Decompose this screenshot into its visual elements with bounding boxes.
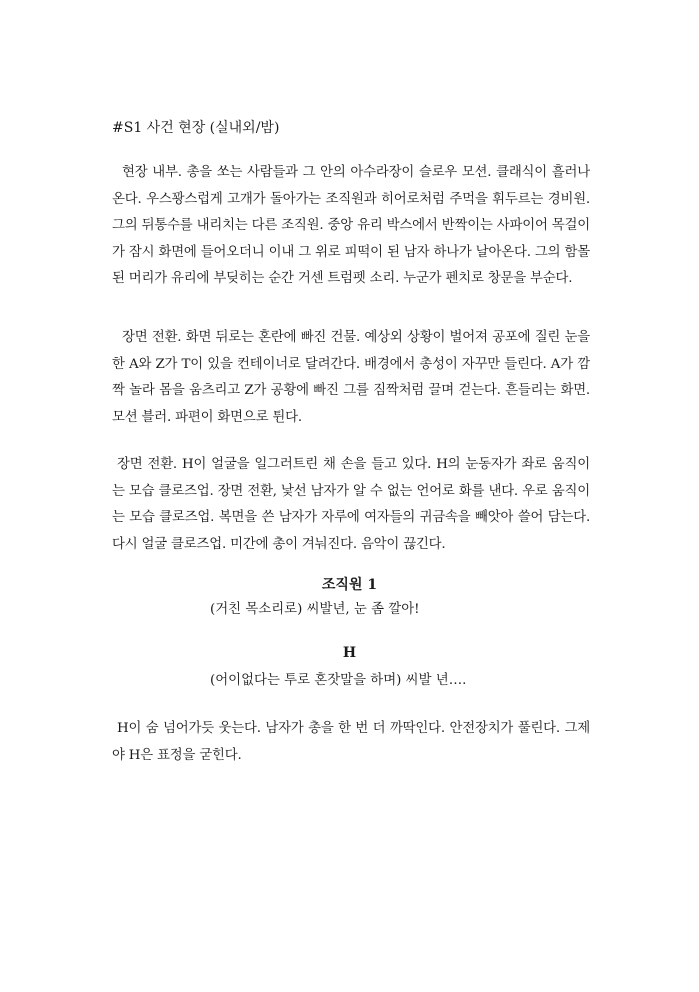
dialogue-line-1: (거친 목소리로) 씨발년, 눈 좀 깔아! <box>210 602 420 617</box>
character-name-2: H <box>342 645 357 661</box>
action-paragraph-1: 현장 내부. 총을 쏘는 사람들과 그 안의 아수라장이 슬로우 모션. 클래식이 흘러나온다. 우스꽝스럽게 고개가 돌아가는 조직원과 히어로처럼 주먹을 휘두르는 경비원. 그의 뒤통수를 내리치는 다른 조직원. 중앙 유리 박스에서 반짝이는 사파이어 목걸이가 잠시 화면에 들어오더니 이내 그 위로 피떡이 된 남자 하나가 날아온다. 그의 함몰된 머리가 유리에 부딪히는 순간 거센 트럼펫 소리. 누군가 펜치로 창문을 부순다. <box>112 165 590 286</box>
action-paragraph-3: 장면 전환. H이 얼굴을 일그러트린 채 손을 들고 있다. H의 눈동자가 좌로 움직이는 모습 클로즈업. 장면 전환, 낯선 남자가 알 수 없는 언어로 화를 낸다. 우로 움직이는 모습 클로즈업. 복면을 쓴 남자가 자루에 여자들의 귀금속을 빼앗아 쓸어 담는다. 다시 얼굴 클로즈업. 미간에 총이 겨눠진다. 음악이 끊긴다. <box>112 457 590 552</box>
action-paragraph-2: 장면 전환. 화면 뒤로는 혼란에 빠진 건물. 예상외 상황이 벌어져 공포에 질린 눈을 한 A와 Z가 T이 있을 컨테이너로 달려간다. 배경에서 총성이 자꾸만 들린다. A가 깜짝 놀라 몸을 움츠리고 Z가 공황에 빠진 그를 짐짝처럼 끌며 걷는다. 흔들리는 화면. 모션 블러. 파편이 화면으로 튄다. <box>112 330 591 425</box>
dialogue-line-2: (어이없다는 투로 혼잣말을 하며) 씨발 년…. <box>210 673 467 688</box>
scene-heading: #S1 사건 현장 (실내외/밤) <box>112 120 280 136</box>
action-paragraph-4: H이 숨 넘어가듯 웃는다. 남자가 총을 한 번 더 까딱인다. 안전장치가 풀린다. 그제야 H은 표정을 굳힌다. <box>112 721 590 763</box>
character-name-1: 조직원 1 <box>321 577 378 593</box>
